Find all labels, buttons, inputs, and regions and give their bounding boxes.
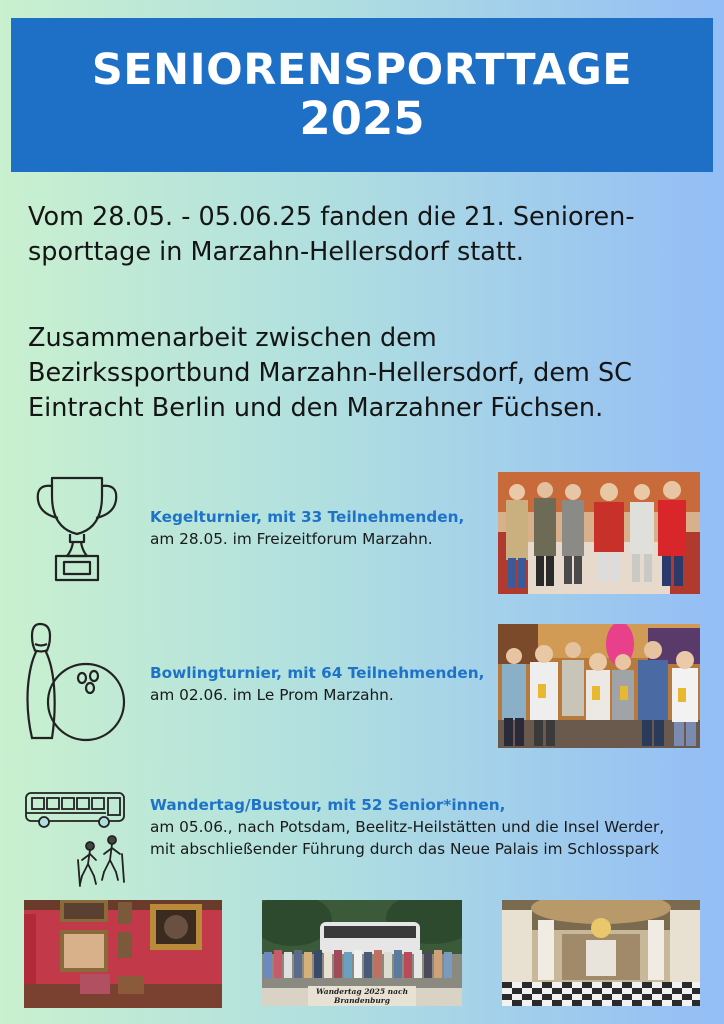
event-wandertag [150, 794, 664, 860]
trophy-icon [32, 470, 122, 592]
group-photo-caption-line1: Wandertag 2025 nach [315, 987, 409, 996]
intro-line: Eintracht Berlin und den Marzahner Füchsen. [28, 393, 604, 423]
bowling-icon [24, 620, 128, 748]
intro-line: Bezirkssportbund Marzahn-Hellersdorf, dem SC [28, 358, 632, 388]
event-headline: Wandertag/Bustour, mit 52 Senior*innen, [150, 796, 506, 814]
event-details: am 02.06. im Le Prom Marzahn. [150, 686, 394, 704]
intro-line: Vom 28.05. - 05.06.25 fanden die 21. Senioren- [28, 202, 635, 232]
intro-line: sporttage in Marzahn-Hellersdorf statt. [28, 237, 525, 267]
intro-paragraph-partners [28, 321, 708, 426]
event-bowling [150, 662, 484, 706]
event-headline: Kegelturnier, mit 33 Teilnehmenden, [150, 508, 465, 526]
bowling-group-photo [498, 624, 700, 748]
wandertag-group-photo [262, 900, 462, 1006]
event-details: am 28.05. im Freizeitforum Marzahn. [150, 530, 433, 548]
hiker-icon [76, 834, 128, 892]
palace-hall-photo [502, 900, 700, 1006]
kegel-group-photo [498, 472, 700, 594]
event-details: am 05.06., nach Potsdam, Beelitz-Heilstätten und die Insel Werder, [150, 818, 665, 836]
page-title: SENIORENSPORTTAGE [91, 44, 633, 95]
event-headline: Bowlingturnier, mit 64 Teilnehmenden, [150, 664, 485, 682]
event-kegel [150, 506, 464, 550]
palace-red-room-photo [24, 900, 222, 1008]
group-photo-caption-line2: Brandenburg [334, 996, 390, 1005]
page-title-year: 2025 [299, 91, 425, 145]
event-details: mit abschließender Führung durch das Neue Palais im Schlosspark [150, 840, 659, 858]
bus-icon [24, 790, 130, 834]
intro-paragraph-dates [28, 200, 708, 270]
title-banner [11, 18, 713, 172]
intro-line: Zusammenarbeit zwischen dem [28, 323, 437, 353]
